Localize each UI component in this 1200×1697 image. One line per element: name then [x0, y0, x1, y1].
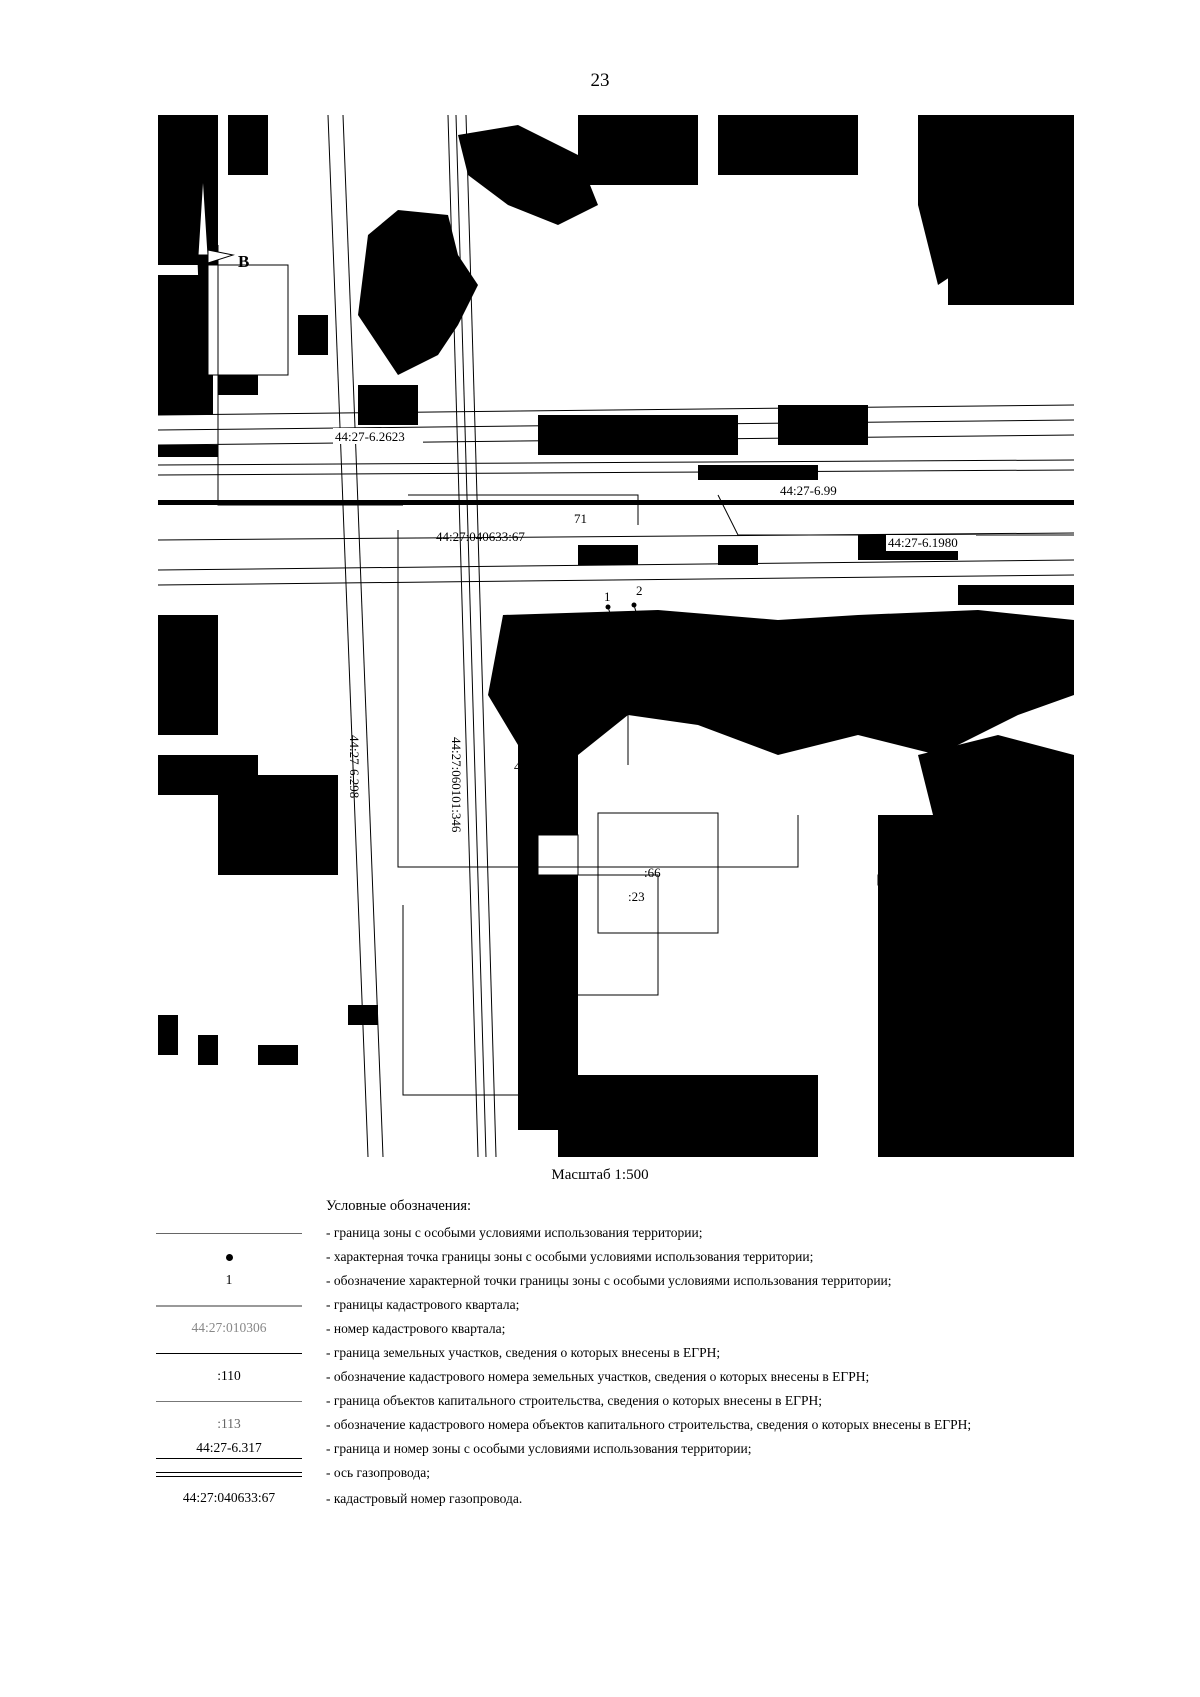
legend-text: - обозначение характерной точки границы зоны с особыми условиями использования территории; [326, 1273, 892, 1288]
label-2: :2 [1038, 675, 1049, 690]
label-22: :22 [678, 687, 695, 702]
page-number: 23 [590, 70, 610, 91]
label-parcel-040633: 44:27:040633:67 [436, 529, 525, 544]
label-zone-2623: 44:27-6.2623 [335, 429, 405, 444]
label-zone-298: 44:27-6.298 [347, 735, 362, 799]
legend-text: - обозначение кадастрового номера объектов капитального строительства, сведения о которых внесены в ЕГРН; [326, 1417, 972, 1432]
point-label-1: 1 [604, 589, 611, 604]
legend-symbol [156, 1414, 302, 1438]
legend-symbol-building-boundary [156, 1390, 302, 1414]
legend-text: - характерная точка границы зоны с особыми условиями использования территории; [326, 1249, 814, 1264]
legend-row [156, 1342, 1076, 1366]
legend-symbol-text: 44:27:040633:67 [182, 1490, 276, 1505]
legend-symbol [156, 1366, 302, 1390]
scale-text: Масштаб 1:500 [551, 1167, 649, 1183]
arrow-east-letter: В [238, 252, 250, 271]
legend-text: - обозначение кадастрового номера земельных участков, сведения о которых внесены в ЕГРН; [326, 1369, 870, 1384]
legend-symbol-gas-axis [156, 1462, 302, 1486]
legend-text: - номер кадастрового квартала; [326, 1321, 506, 1336]
legend-symbol-dot-icon [156, 1246, 302, 1270]
cadastral-map [158, 115, 1074, 1157]
legend-text: - ось газопровода; [326, 1465, 430, 1480]
legend-symbol-zone-boundary [156, 1222, 302, 1246]
legend-symbol [156, 1488, 302, 1512]
label-23: :23 [628, 889, 645, 904]
legend-text: - граница земельных участков, сведения о которых внесены в ЕГРН; [326, 1345, 721, 1360]
legend-row [156, 1462, 1076, 1486]
legend-text: - граница и номер зоны с особыми условиями использования территории; [326, 1441, 752, 1456]
legend-row [156, 1318, 1076, 1342]
legend-symbol-text: :110 [217, 1368, 241, 1383]
label-zone-1980: 44:27-6.1980 [888, 535, 958, 550]
legend-symbol-text: :113 [217, 1416, 241, 1431]
legend-text: - границы кадастрового квартала; [326, 1297, 520, 1312]
legend-text: - граница объектов капитального строительства, сведения о которых внесены в ЕГРН; [326, 1393, 822, 1408]
legend-text: - кадастровый номер газопровода. [326, 1491, 523, 1506]
legend-row [156, 1390, 1076, 1414]
legend-symbol-text: 44:27:010306 [191, 1320, 267, 1335]
legend-symbol-text: 1 [225, 1272, 233, 1287]
legend-symbol [156, 1270, 302, 1294]
legend-text: - граница зоны с особыми условиями использования территории; [326, 1225, 703, 1240]
label-zone-99: 44:27-6.99 [780, 483, 837, 498]
legend-row [156, 1270, 1076, 1294]
point-label-2: 2 [636, 583, 643, 598]
label-71: 71 [574, 511, 587, 526]
label-zone-11: 44:27-6.1 [514, 759, 565, 774]
legend-row [156, 1294, 1076, 1318]
legend-symbol [156, 1318, 302, 1342]
label-parcel-346: 44:27:060101:346 [449, 737, 464, 833]
arrow-south-letter: Ю [190, 368, 207, 385]
map-canvas [158, 115, 1074, 1157]
legend-row [156, 1414, 1076, 1438]
legend-title: Условные обозначения: [326, 1198, 472, 1214]
legend-symbol [156, 1438, 302, 1462]
legend-symbol-parcel-boundary [156, 1342, 302, 1366]
legend-symbol-quarter-boundary [156, 1294, 302, 1318]
legend-row [156, 1222, 1076, 1246]
legend-row [156, 1366, 1076, 1390]
label-66: :66 [644, 865, 661, 880]
legend-row [156, 1488, 1076, 1512]
legend-row [156, 1438, 1076, 1462]
legend-symbol-text: 44:27-6.317 [196, 1440, 262, 1455]
legend-row [156, 1246, 1076, 1270]
